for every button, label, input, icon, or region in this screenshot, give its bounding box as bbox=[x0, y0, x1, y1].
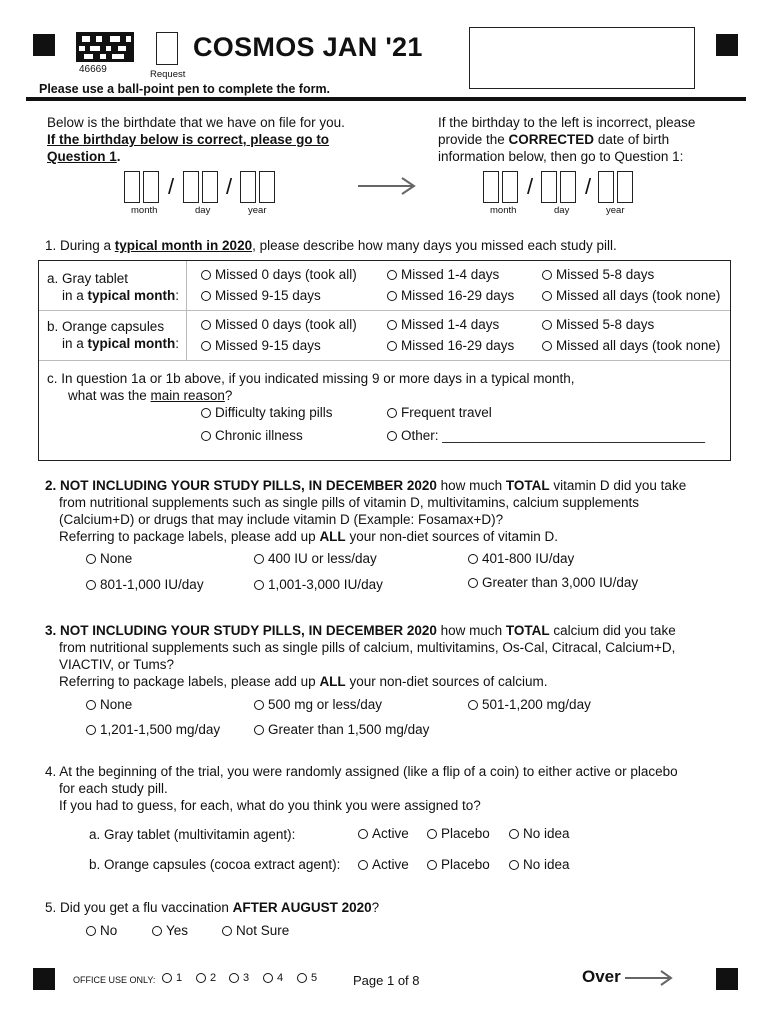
corrected-day-digit-1[interactable] bbox=[541, 171, 557, 203]
q1b-option-2[interactable]: Missed 5-8 days bbox=[542, 317, 654, 332]
q5-option-no[interactable]: No bbox=[86, 923, 117, 938]
radio-bubble-icon bbox=[201, 291, 211, 301]
registration-mark-top-right bbox=[716, 34, 738, 56]
dob-year-digit-2 bbox=[259, 171, 275, 203]
radio-bubble-icon bbox=[468, 554, 478, 564]
q1c-text: c. In question 1a or 1b above, if you indicated missing 9 or more days in a typical month, what was the main reason? bbox=[47, 371, 575, 403]
corrected-day-digit-2[interactable] bbox=[560, 171, 576, 203]
q2-option-none[interactable]: None bbox=[86, 551, 132, 566]
dob-day-digit-1 bbox=[183, 171, 199, 203]
radio-bubble-icon bbox=[468, 578, 478, 588]
right-arrow-icon bbox=[358, 176, 418, 196]
radio-bubble-icon bbox=[509, 829, 519, 839]
form-barcode bbox=[76, 32, 134, 62]
radio-bubble-icon bbox=[387, 341, 397, 351]
office-option-1: 1 bbox=[162, 972, 182, 984]
q1-text: 1. During a typical month in 2020, please describe how many days you missed each study pill. bbox=[45, 238, 617, 253]
corrected-month-label: month bbox=[490, 205, 517, 216]
corrected-slash-1: / bbox=[527, 174, 534, 199]
q4a-label: a. Gray tablet (multivitamin agent): bbox=[89, 827, 296, 842]
radio-bubble-icon bbox=[86, 725, 96, 735]
dob-slash-2: / bbox=[226, 174, 233, 199]
q1b-option-5[interactable]: Missed all days (took none) bbox=[542, 338, 720, 353]
radio-bubble-icon bbox=[254, 700, 264, 710]
radio-bubble-icon bbox=[201, 320, 211, 330]
q4b-option-placebo[interactable]: Placebo bbox=[427, 857, 490, 872]
q5-text: 5. Did you get a flu vaccination AFTER AUGUST 2020? bbox=[45, 900, 380, 915]
q1-divider-1 bbox=[39, 310, 730, 311]
radio-bubble-icon bbox=[387, 291, 397, 301]
dob-month-digit-2 bbox=[143, 171, 159, 203]
q3-option-none[interactable]: None bbox=[86, 697, 132, 712]
radio-bubble-icon bbox=[427, 829, 437, 839]
q1-col-divider-b bbox=[186, 311, 187, 360]
form-title: COSMOS JAN '21 bbox=[193, 32, 423, 62]
q3-option-gt1500[interactable]: Greater than 1,500 mg/day bbox=[254, 722, 429, 737]
q1a-option-3[interactable]: Missed 9-15 days bbox=[201, 288, 321, 303]
radio-bubble-icon bbox=[297, 973, 307, 983]
q4b-option-active[interactable]: Active bbox=[358, 857, 409, 872]
dob-day-digit-2 bbox=[202, 171, 218, 203]
q4a-option-active[interactable]: Active bbox=[358, 826, 409, 841]
q1a-option-5[interactable]: Missed all days (took none) bbox=[542, 288, 720, 303]
dob-month-digit-1 bbox=[124, 171, 140, 203]
radio-bubble-icon bbox=[201, 341, 211, 351]
radio-bubble-icon bbox=[254, 580, 264, 590]
q1a-option-2[interactable]: Missed 5-8 days bbox=[542, 267, 654, 282]
q4a-option-noidea[interactable]: No idea bbox=[509, 826, 570, 841]
radio-bubble-icon bbox=[542, 291, 552, 301]
dob-day-label: day bbox=[195, 205, 211, 216]
corrected-year-digit-2[interactable] bbox=[617, 171, 633, 203]
q1c-option-difficulty[interactable]: Difficulty taking pills bbox=[201, 405, 333, 420]
over-arrow-icon bbox=[625, 969, 675, 987]
q5-option-notsure[interactable]: Not Sure bbox=[222, 923, 289, 938]
radio-bubble-icon bbox=[86, 554, 96, 564]
q2-option-401-800[interactable]: 401-800 IU/day bbox=[468, 551, 574, 566]
registration-mark-top-left bbox=[33, 34, 55, 56]
form-number: 46669 bbox=[79, 64, 107, 75]
registration-mark-bottom-left bbox=[33, 968, 55, 990]
q1a-label: a. Gray tablet in a typical month: bbox=[47, 271, 180, 303]
birthdate-right-text: If the birthday to the left is incorrect, please provide the CORRECTED date of birth information below, then go to Question 1: bbox=[438, 115, 696, 164]
q1c-option-chronic[interactable]: Chronic illness bbox=[201, 428, 303, 443]
q1a-option-0[interactable]: Missed 0 days (took all) bbox=[201, 267, 357, 282]
q1-divider-2 bbox=[39, 360, 730, 361]
q3-option-500[interactable]: 500 mg or less/day bbox=[254, 697, 382, 712]
radio-bubble-icon bbox=[201, 408, 211, 418]
request-checkbox[interactable] bbox=[156, 32, 178, 65]
id-label-box bbox=[469, 27, 695, 89]
q2-option-gt3000[interactable]: Greater than 3,000 IU/day bbox=[468, 575, 638, 590]
radio-bubble-icon bbox=[387, 431, 397, 441]
radio-bubble-icon bbox=[387, 320, 397, 330]
radio-bubble-icon bbox=[201, 270, 211, 280]
radio-bubble-icon bbox=[152, 926, 162, 936]
q2-text: 2. NOT INCLUDING YOUR STUDY PILLS, IN DECEMBER 2020 how much TOTAL vitamin D did you take from nutritional supplements such as single pills of vitamin D, multivitamins, calcium supplements (Calcium+D) or drugs that may include vitamin D (Example: Fosamax+D)? Referring to package labels, please add up ALL your non-diet sources of vitamin D. bbox=[45, 478, 687, 544]
radio-bubble-icon bbox=[358, 829, 368, 839]
corrected-slash-2: / bbox=[585, 174, 592, 199]
q3-option-1201-1500[interactable]: 1,201-1,500 mg/day bbox=[86, 722, 220, 737]
radio-bubble-icon bbox=[86, 926, 96, 936]
q1a-option-4[interactable]: Missed 16-29 days bbox=[387, 288, 514, 303]
q1c-option-travel[interactable]: Frequent travel bbox=[387, 405, 492, 420]
page-number: Page 1 of 8 bbox=[353, 973, 420, 988]
radio-bubble-icon bbox=[542, 270, 552, 280]
q1b-label: b. Orange capsules in a typical month: bbox=[47, 319, 180, 351]
q3-text: 3. NOT INCLUDING YOUR STUDY PILLS, IN DECEMBER 2020 how much TOTAL calcium did you take from nutritional supplements such as single pills of calcium, multivitamins, Os-Cal, Citracal, Calcium+D, VIACTIV, or Tums? Referring to package labels, please add up ALL your non-diet sources of calcium. bbox=[45, 623, 676, 689]
q2-option-801-1000[interactable]: 801-1,000 IU/day bbox=[86, 577, 204, 592]
office-use-label: OFFICE USE ONLY: bbox=[73, 975, 156, 985]
q3-option-501-1200[interactable]: 501-1,200 mg/day bbox=[468, 697, 591, 712]
q5-option-yes[interactable]: Yes bbox=[152, 923, 188, 938]
radio-bubble-icon bbox=[229, 973, 239, 983]
corrected-year-label: year bbox=[606, 205, 625, 216]
request-label: Request bbox=[150, 69, 186, 80]
q2-option-1001-3000[interactable]: 1,001-3,000 IU/day bbox=[254, 577, 383, 592]
dob-month-label: month bbox=[131, 205, 158, 216]
birthdate-left-text: Below is the birthdate that we have on file for you. If the birthday below is correct, please go to Question 1. bbox=[47, 115, 345, 164]
office-option-2: 2 bbox=[196, 972, 216, 984]
q1-col-divider-a bbox=[186, 261, 187, 310]
radio-bubble-icon bbox=[387, 408, 397, 418]
corrected-month-digit-2[interactable] bbox=[502, 171, 518, 203]
radio-bubble-icon bbox=[201, 431, 211, 441]
q1a-option-1[interactable]: Missed 1-4 days bbox=[387, 267, 499, 282]
dob-year-digit-1 bbox=[240, 171, 256, 203]
radio-bubble-icon bbox=[196, 973, 206, 983]
office-option-4: 4 bbox=[263, 972, 283, 984]
q4a-option-placebo[interactable]: Placebo bbox=[427, 826, 490, 841]
q1b-option-0[interactable]: Missed 0 days (took all) bbox=[201, 317, 357, 332]
corrected-year-digit-1[interactable] bbox=[598, 171, 614, 203]
radio-bubble-icon bbox=[162, 973, 172, 983]
q4b-label: b. Orange capsules (cocoa extract agent): bbox=[89, 857, 341, 872]
q4-text: 4. At the beginning of the trial, you were randomly assigned (like a flip of a coin) to either active or placebo for each study pill. If you had to guess, for each, what do you think you were assigned to? bbox=[45, 764, 678, 813]
q2-option-400[interactable]: 400 IU or less/day bbox=[254, 551, 377, 566]
dob-slash-1: / bbox=[168, 174, 175, 199]
radio-bubble-icon bbox=[427, 860, 437, 870]
q4b-option-noidea[interactable]: No idea bbox=[509, 857, 570, 872]
corrected-day-label: day bbox=[554, 205, 570, 216]
radio-bubble-icon bbox=[254, 725, 264, 735]
radio-bubble-icon bbox=[387, 270, 397, 280]
radio-bubble-icon bbox=[254, 554, 264, 564]
q1b-option-1[interactable]: Missed 1-4 days bbox=[387, 317, 499, 332]
dob-year-label: year bbox=[248, 205, 267, 216]
radio-bubble-icon bbox=[263, 973, 273, 983]
corrected-month-digit-1[interactable] bbox=[483, 171, 499, 203]
radio-bubble-icon bbox=[358, 860, 368, 870]
radio-bubble-icon bbox=[542, 320, 552, 330]
radio-bubble-icon bbox=[509, 860, 519, 870]
q1c-option-other[interactable]: Other: ___________________________________ bbox=[387, 428, 705, 443]
q1b-option-4[interactable]: Missed 16-29 days bbox=[387, 338, 514, 353]
header-rule bbox=[26, 97, 746, 101]
office-option-5: 5 bbox=[297, 972, 317, 984]
office-option-3: 3 bbox=[229, 972, 249, 984]
radio-bubble-icon bbox=[86, 700, 96, 710]
radio-bubble-icon bbox=[86, 580, 96, 590]
instruction: Please use a ball-point pen to complete the form. bbox=[39, 82, 331, 96]
radio-bubble-icon bbox=[468, 700, 478, 710]
radio-bubble-icon bbox=[222, 926, 232, 936]
radio-bubble-icon bbox=[542, 341, 552, 351]
registration-mark-bottom-right bbox=[716, 968, 738, 990]
q1b-option-3[interactable]: Missed 9-15 days bbox=[201, 338, 321, 353]
over-label: Over bbox=[582, 967, 621, 986]
